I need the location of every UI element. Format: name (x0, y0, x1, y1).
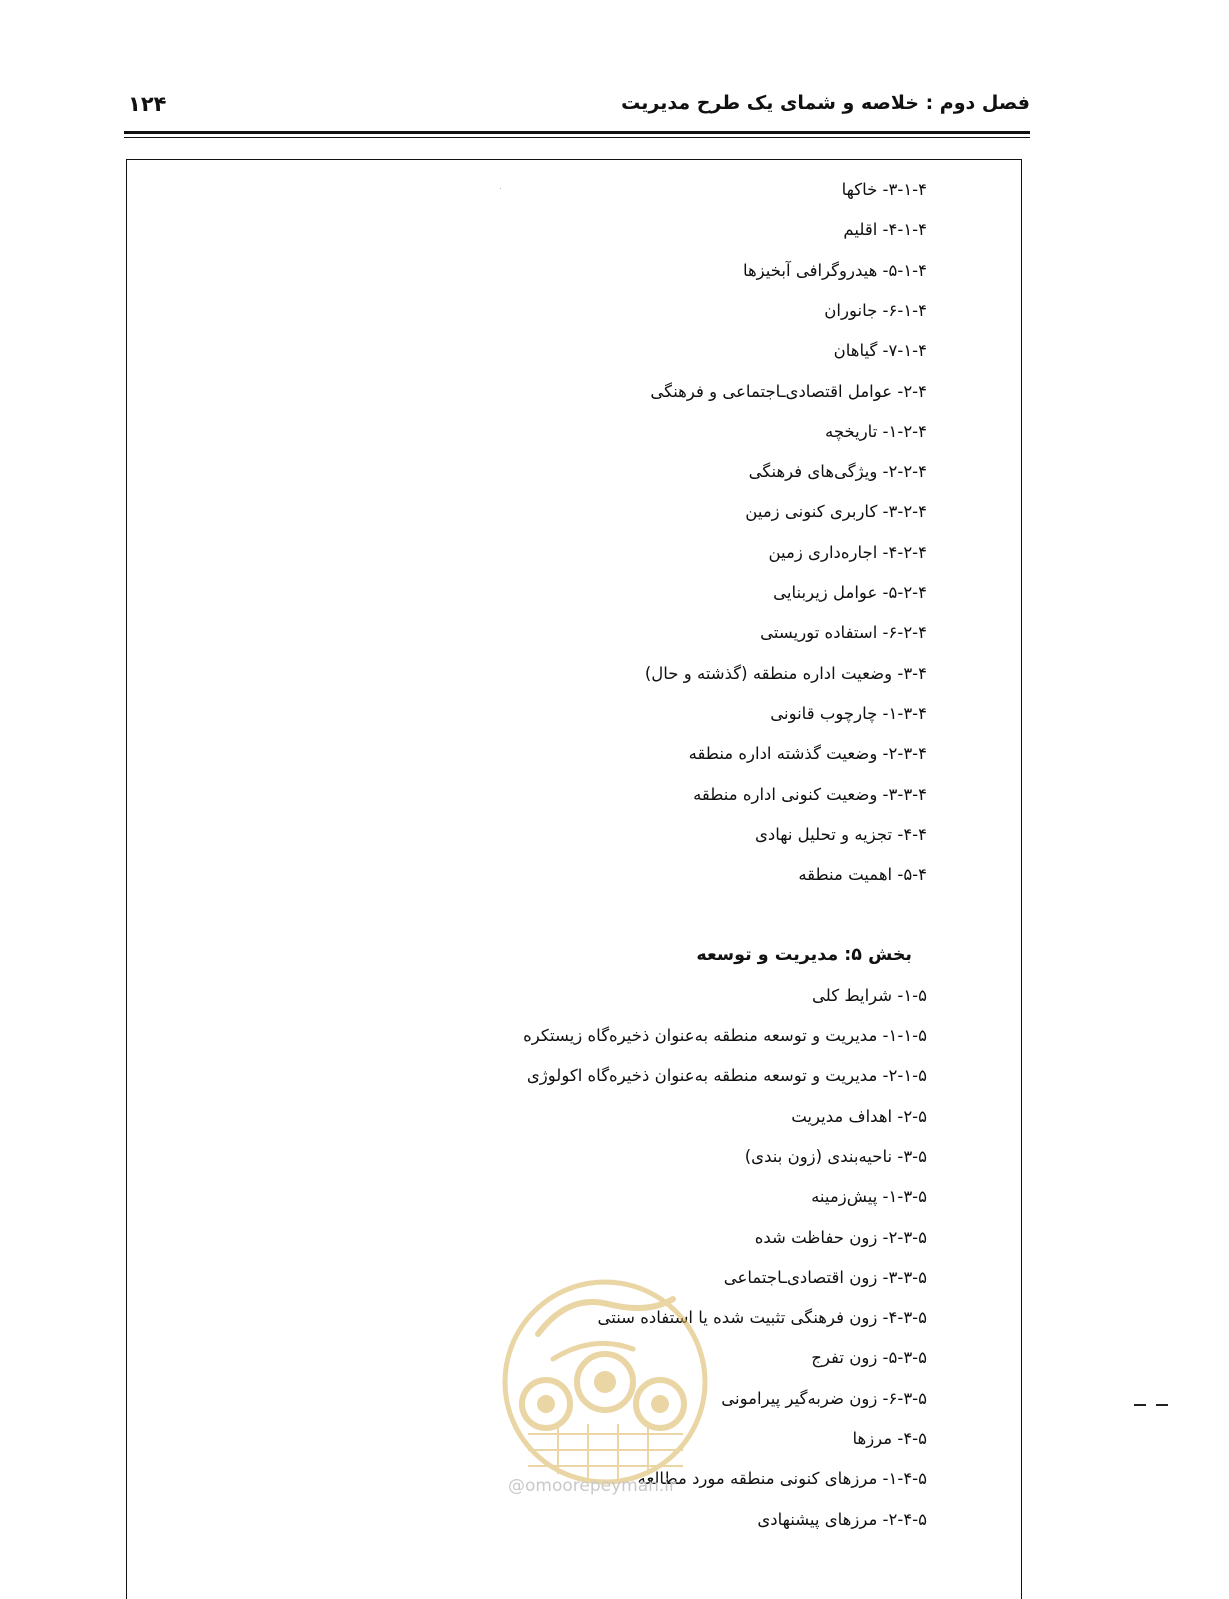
toc-item: ۴-۳-۵- زون فرهنگی تثبیت شده یا استفاده سنتی (597, 1308, 927, 1328)
page-header (126, 86, 1032, 126)
toc-item: ۲-۴- عوامل اقتصادی‌ـاجتماعی و فرهنگی (650, 381, 927, 401)
toc-item: ۱-۱-۵- مدیریت و توسعه منطقه به‌عنوان ذخیره‌گاه زیستکره (523, 1026, 927, 1045)
toc-box (126, 159, 1022, 1599)
scan-speck (500, 188, 501, 189)
toc-item: ۴-۵- مرزها (852, 1429, 927, 1448)
toc-item: ۴-۲-۴- اجاره‌داری زمین (768, 542, 927, 562)
toc-item: ۳-۴- وضعیت اداره منطقه (گذشته و حال) (644, 663, 927, 683)
toc-item: ۱-۳-۵- پیش‌زمینه (811, 1187, 927, 1207)
toc-item: ۴-۴- تجزیه و تحلیل نهادی (754, 824, 927, 844)
toc-item: ۵-۴- اهمیت منطقه (798, 865, 927, 885)
toc-item: ۴-۱-۴- اقلیم (843, 220, 927, 240)
toc-item: ۵-۱-۴- هیدروگرافی آبخیزها (742, 260, 927, 280)
watermark-text: @omoorepeyman.ir (508, 1476, 677, 1496)
toc-item: ۲-۲-۴- ویژگی‌های فرهنگی (748, 462, 927, 482)
toc-item: ۲-۵- اهداف مدیریت (791, 1106, 927, 1126)
toc-item: ۱-۵- شرایط کلی (812, 985, 927, 1005)
toc-item: ۲-۴-۵- مرزهای پیشنهادی (757, 1509, 927, 1529)
toc-item: ۳-۵- ناحیه‌بندی (زون بندی) (744, 1146, 927, 1166)
toc-item: ۶-۱-۴- جانوران (824, 300, 927, 320)
toc-item: ۲-۳-۴- وضعیت گذشته اداره منطقه (688, 744, 927, 764)
toc-item: ۲-۳-۵- زون حفاظت شده (754, 1227, 927, 1247)
page-number: ۱۲۴ (128, 92, 167, 116)
toc-item: ۳-۱-۴- خاکها (841, 180, 927, 199)
chapter-title: فصل دوم : خلاصه و شمای یک طرح مدیریت (621, 92, 1030, 114)
toc-item: ۳-۲-۴- کاربری کنونی زمین (745, 502, 927, 522)
header-rule-thin (124, 137, 1030, 138)
margin-mark (1134, 1404, 1146, 1406)
toc-item: ۱-۴-۵- مرزهای کنونی منطقه مورد مطالعه (637, 1469, 927, 1489)
toc-item: ۳-۳-۵- زون اقتصادی‌ـاجتماعی (723, 1267, 927, 1287)
toc-item: ۳-۳-۴- وضعیت کنونی اداره منطقه (693, 784, 927, 804)
toc-item: ۲-۱-۵- مدیریت و توسعه منطقه به‌عنوان ذخیره‌گاه اکولوژی (526, 1066, 927, 1086)
toc-item: ۱-۲-۴- تاریخچه (824, 421, 927, 441)
toc-item: ۱-۳-۴- چارچوب قانونی (770, 703, 927, 723)
header-rule-thick (124, 131, 1030, 134)
margin-mark (1156, 1404, 1168, 1406)
toc-item: ۶-۲-۴- استفاده توریستی (760, 623, 927, 643)
toc-item: ۶-۳-۵- زون ضربه‌گیر پیرامونی (721, 1388, 927, 1408)
toc-item: ۷-۱-۴- گیاهان (833, 341, 927, 361)
toc-item: ۵-۳-۵- زون تفرج (811, 1348, 927, 1368)
section-heading: بخش ۵: مدیریت و توسعه (696, 945, 912, 966)
toc-item: ۵-۲-۴- عوامل زیربنایی (773, 583, 927, 602)
